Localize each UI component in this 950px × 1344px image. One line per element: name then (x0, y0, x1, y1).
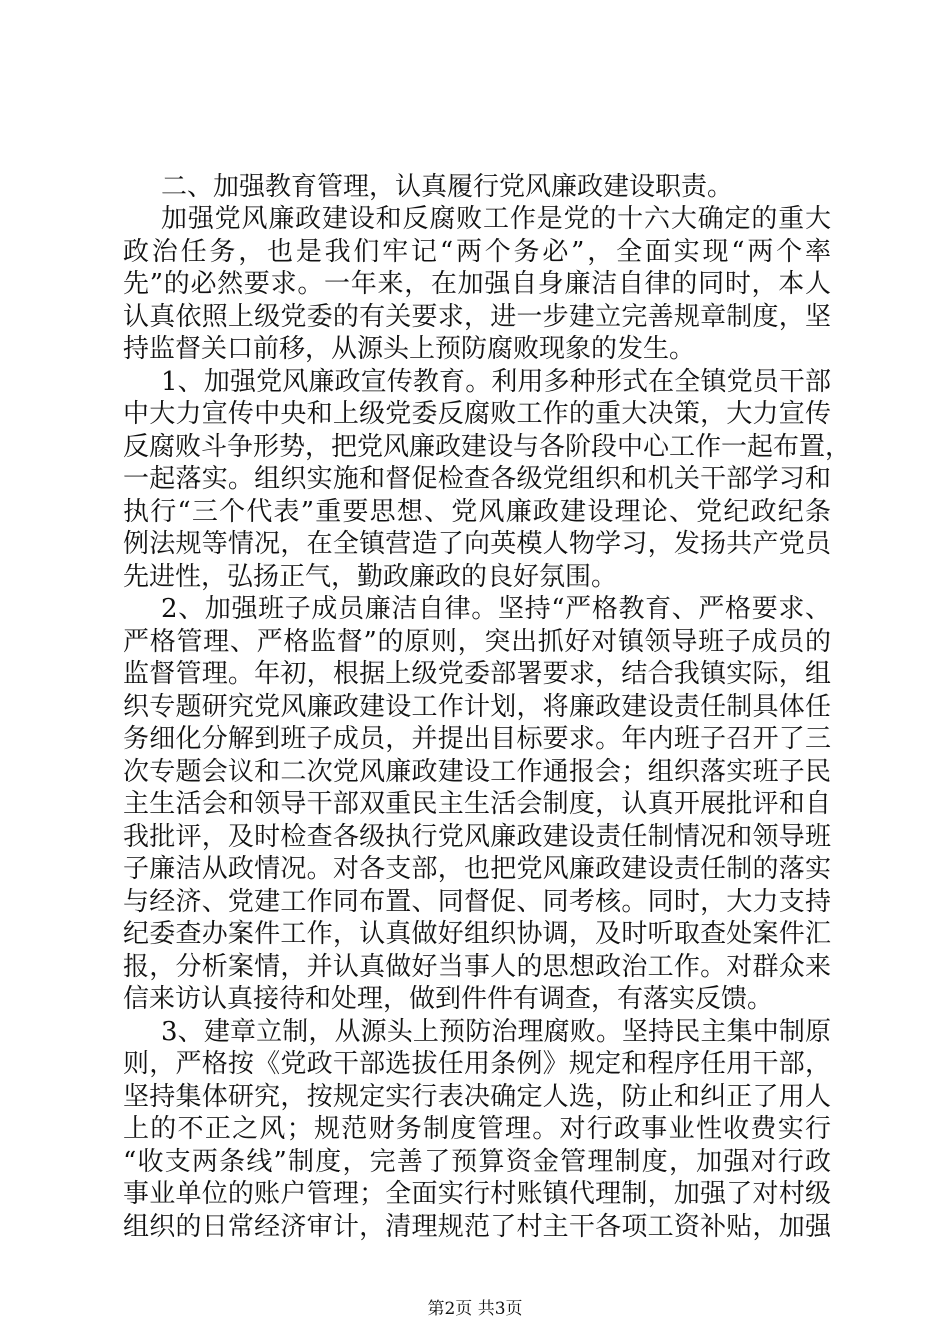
text-line: 坚持集体研究，按规定实行表决确定人选，防止和纠正了用人 (123, 1081, 831, 1112)
text-line: 主生活会和领导干部双重民主生活会制度，认真开展批评和自 (123, 789, 831, 820)
text-line: “收支两条线”制度，完善了预算资金管理制度，加强对行政 (123, 1146, 831, 1177)
text-line: 监督管理。年初，根据上级党委部署要求，结合我镇实际，组 (123, 659, 831, 690)
text-line: 一起落实。组织实施和督促检查各级党组织和机关干部学习和 (123, 464, 831, 495)
text-line: 中大力宣传中央和上级党委反腐败工作的重大决策，大力宣传 (123, 399, 831, 430)
text-line: 与经济、党建工作同布置、同督促、同考核。同时，大力支持 (123, 886, 831, 917)
text-line: 反腐败斗争形势，把党风廉政建设与各阶段中心工作一起布置， (123, 431, 852, 462)
text-line: 我批评，及时检查各级执行党风廉政建设责任制情况和领导班 (123, 821, 831, 852)
text-line: 严格管理、严格监督”的原则，突出抓好对镇领导班子成员的 (123, 626, 831, 657)
text-line: 执行“三个代表”重要思想、党风廉政建设理论、党纪政纪条 (123, 496, 831, 527)
text-line: 信来访认真接待和处理，做到件件有调查，有落实反馈。 (123, 984, 774, 1015)
document-body (123, 171, 852, 1244)
text-line: 1、加强党风廉政宣传教育。利用多种形式在全镇党员干部 (161, 366, 831, 397)
text-line: 加强党风廉政建设和反腐败工作是党的十六大确定的重大 (161, 204, 831, 235)
text-line: 例法规等情况，在全镇营造了向英模人物学习，发扬共产党员 (123, 529, 831, 560)
text-line: 报，分析案情，并认真做好当事人的思想政治工作。对群众来 (123, 951, 831, 982)
text-line: 事业单位的账户管理；全面实行村账镇代理制，加强了对村级 (123, 1179, 831, 1210)
text-line: 先进性，弘扬正气，勤政廉政的良好氛围。 (123, 561, 618, 592)
text-line: 持监督关口前移，从源头上预防腐败现象的发生。 (123, 334, 696, 365)
text-line: 组织的日常经济审计，清理规范了村主干各项工资补贴，加强 (123, 1211, 831, 1242)
text-line: 上的不正之风；规范财务制度管理。对行政事业性收费实行 (123, 1114, 831, 1145)
text-line: 子廉洁从政情况。对各支部，也把党风廉政建设责任制的落实 (123, 854, 831, 885)
text-line: 先”的必然要求。一年来，在加强自身廉洁自律的同时，本人 (123, 269, 831, 300)
text-line: 3、建章立制，从源头上预防治理腐败。坚持民主集中制原 (161, 1016, 831, 1047)
text-line: 认真依照上级党委的有关要求，进一步建立完善规章制度，坚 (123, 301, 831, 332)
text-line: 织专题研究党风廉政建设工作计划，将廉政建设责任制具体任 (123, 691, 831, 722)
text-line: 次专题会议和二次党风廉政建设工作通报会；组织落实班子民 (123, 756, 831, 787)
text-line: 纪委查办案件工作，认真做好组织协调，及时听取查处案件汇 (123, 919, 831, 950)
text-line: 2、加强班子成员廉洁自律。坚持“严格教育、严格要求、 (161, 594, 831, 625)
section-heading: 二、加强教育管理，认真履行党风廉政建设职责。 (161, 171, 734, 202)
page-footer: 第2页 共3页 (427, 1299, 523, 1319)
text-line: 则，严格按《党政干部选拔任用条例》规定和程序任用干部， (123, 1049, 831, 1080)
text-line: 政治任务，也是我们牢记“两个务必”，全面实现“两个率 (123, 236, 831, 267)
text-line: 务细化分解到班子成员，并提出目标要求。年内班子召开了三 (123, 724, 831, 755)
